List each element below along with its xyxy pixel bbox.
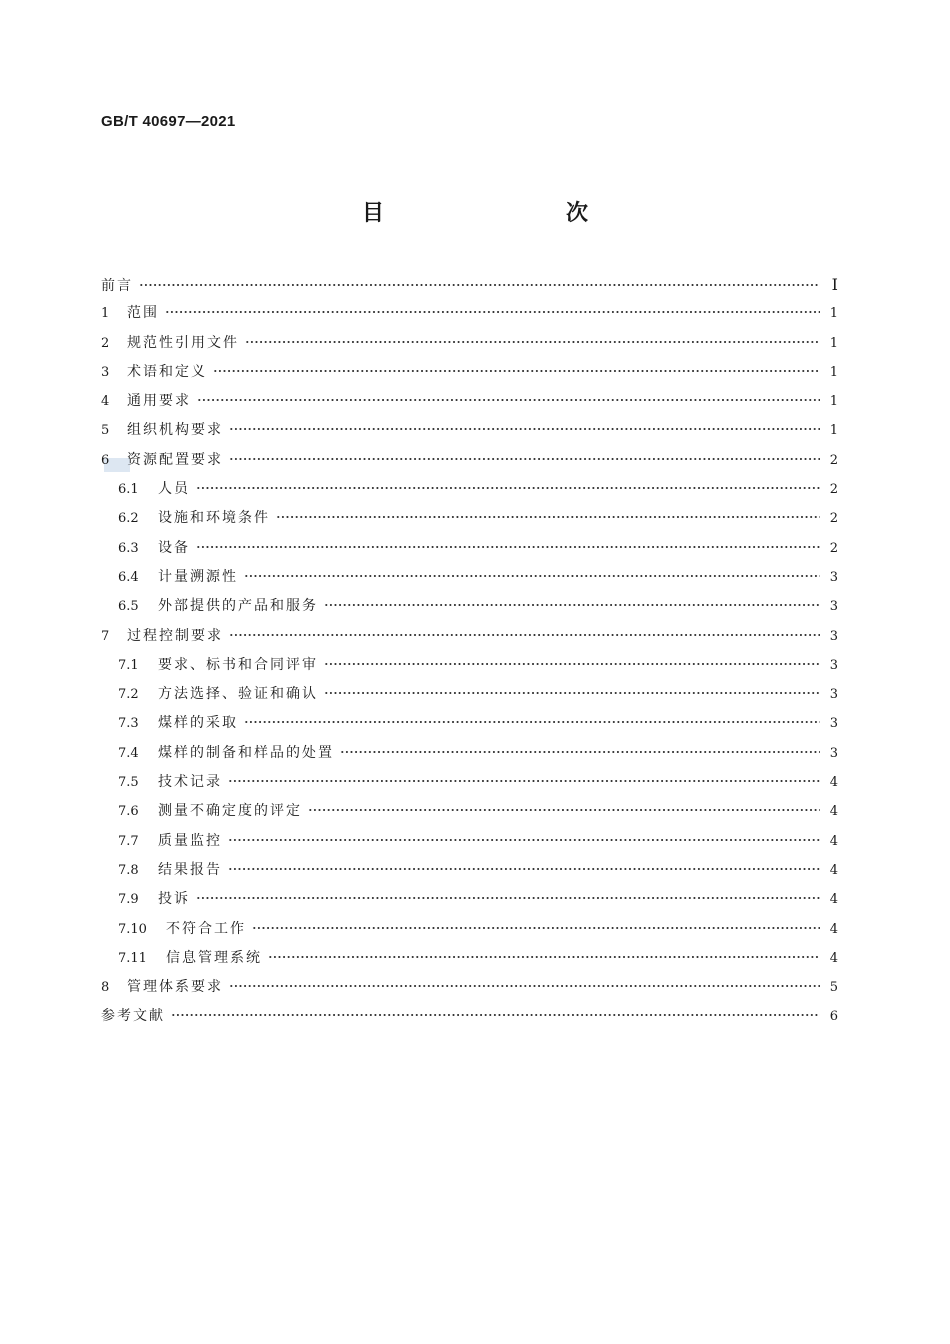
toc-entry[interactable]	[101, 944, 838, 973]
toc-entry-label: 计量溯源性	[158, 568, 238, 585]
toc-entry-page: 2	[829, 482, 838, 498]
toc-entry[interactable]	[101, 973, 838, 1002]
toc-entry-page: 3	[829, 628, 838, 644]
toc-entry-page: 4	[829, 862, 838, 878]
toc-entry-page: 1	[829, 335, 838, 351]
toc-entry[interactable]	[101, 797, 838, 826]
dot-leader	[324, 663, 820, 665]
toc-entry-page: 1	[829, 306, 838, 322]
toc-entry-number: 7.4	[118, 745, 139, 761]
dot-leader	[324, 604, 820, 606]
toc-entry-label: 前言	[101, 278, 133, 294]
dot-leader	[171, 1014, 820, 1016]
toc-entry[interactable]	[101, 358, 838, 387]
toc-entry-page: 3	[829, 569, 838, 585]
toc-entry[interactable]	[101, 504, 838, 533]
dot-leader	[244, 721, 820, 723]
toc-entry[interactable]	[101, 680, 838, 709]
page-title: 目 次	[361, 201, 634, 226]
toc-entry-number: 7.1	[118, 657, 139, 673]
toc-entry-page: 5	[829, 980, 838, 996]
toc-entry-page: 4	[829, 775, 838, 791]
toc-entry-page: 1	[829, 364, 838, 380]
toc-entry-number: 7	[101, 628, 110, 644]
toc-entry-label: 设备	[158, 539, 190, 556]
toc-entry-number: 7.6	[118, 804, 139, 820]
toc-entry-label: 通用要求	[127, 393, 191, 410]
toc-entry-number: 6.2	[118, 511, 139, 527]
toc-entry-label: 范围	[127, 305, 159, 322]
toc-entry-number: 7.10	[118, 921, 147, 937]
toc-entry-page: 2	[829, 452, 838, 468]
toc-entry-page: 3	[829, 687, 838, 703]
toc-entry-page: 4	[829, 892, 838, 908]
toc-entry-page: 3	[829, 745, 838, 761]
toc-entry-number: 2	[101, 335, 110, 351]
dot-leader	[197, 399, 820, 401]
toc-entry-number: 5	[101, 423, 110, 439]
toc-entry-number: 6.3	[118, 540, 139, 556]
standard-code: GB/T 40697—2021	[101, 113, 236, 130]
toc-entry[interactable]	[101, 1002, 838, 1031]
toc-entry-label: 方法选择、验证和确认	[158, 686, 318, 703]
toc-entry-number: 6.1	[118, 482, 139, 498]
toc-entry-label: 要求、标书和合同评审	[158, 656, 318, 673]
toc-entry-number: 6	[101, 452, 110, 468]
toc-entry-page: 2	[829, 511, 838, 527]
toc-entry-label: 技术记录	[158, 774, 222, 791]
table-of-contents	[101, 270, 838, 1032]
toc-entry-number: 6.4	[118, 569, 139, 585]
toc-entry-page: 4	[829, 833, 838, 849]
dot-leader	[228, 780, 820, 782]
toc-entry-page: 4	[829, 950, 838, 966]
toc-entry-page: 4	[829, 804, 838, 820]
toc-entry[interactable]	[101, 856, 838, 885]
dot-leader	[228, 868, 820, 870]
toc-entry-number: 7.8	[118, 862, 139, 878]
toc-entry-label: 煤样的制备和样品的处置	[158, 744, 334, 761]
toc-entry-number: 7.11	[118, 950, 147, 966]
dot-leader	[252, 927, 820, 929]
toc-entry-page: 3	[829, 657, 838, 673]
toc-entry[interactable]	[101, 739, 838, 768]
dot-leader	[229, 985, 820, 987]
toc-entry[interactable]	[101, 534, 838, 563]
dot-leader	[229, 428, 820, 430]
toc-entry[interactable]	[101, 768, 838, 797]
dot-leader	[228, 839, 820, 841]
dot-leader	[196, 897, 820, 899]
toc-entry-number: 4	[101, 394, 110, 410]
toc-entry-number: 7.5	[118, 775, 139, 791]
toc-entry-label: 组织机构要求	[127, 422, 223, 439]
dot-leader	[245, 341, 820, 343]
toc-entry-label: 设施和环境条件	[158, 510, 270, 527]
toc-entry-page: 2	[829, 540, 838, 556]
toc-entry-label: 人员	[158, 481, 190, 498]
toc-entry-number: 7.7	[118, 833, 139, 849]
toc-entry[interactable]	[101, 475, 838, 504]
dot-leader	[276, 516, 820, 518]
toc-entry[interactable]	[101, 827, 838, 856]
dot-leader	[324, 692, 820, 694]
toc-entry-label: 术语和定义	[127, 363, 207, 380]
dot-leader	[268, 956, 820, 958]
toc-entry-page: 6	[829, 1009, 838, 1025]
dot-leader	[213, 370, 820, 372]
dot-leader	[229, 458, 820, 460]
toc-entry-number: 7.3	[118, 716, 139, 732]
toc-entry-page: 3	[829, 599, 838, 615]
dot-leader	[139, 284, 820, 286]
toc-entry[interactable]	[101, 563, 838, 592]
dot-leader	[165, 311, 820, 313]
toc-entry[interactable]	[101, 915, 838, 944]
dot-leader	[196, 487, 820, 489]
toc-entry-label: 外部提供的产品和服务	[158, 598, 318, 615]
toc-entry-page: 1	[829, 394, 838, 410]
toc-entry-label: 不符合工作	[166, 920, 246, 937]
toc-entry-label: 投诉	[158, 891, 190, 908]
toc-entry-label: 规范性引用文件	[127, 334, 239, 351]
toc-entry-number: 8	[101, 980, 110, 996]
toc-entry-page: Ⅰ	[831, 275, 838, 294]
toc-entry-page: 3	[829, 716, 838, 732]
toc-entry-label: 煤样的采取	[158, 715, 238, 732]
toc-entry-number: 7.9	[118, 892, 139, 908]
toc-entry-number: 3	[101, 364, 110, 380]
toc-entry[interactable]	[101, 270, 838, 299]
toc-entry-label: 测量不确定度的评定	[158, 803, 302, 820]
toc-entry[interactable]	[101, 387, 838, 416]
toc-entry[interactable]	[101, 416, 838, 445]
toc-entry-label: 过程控制要求	[127, 627, 223, 644]
toc-entry[interactable]	[101, 651, 838, 680]
toc-entry-label: 参考文献	[101, 1008, 165, 1025]
dot-leader	[340, 751, 820, 753]
dot-leader	[244, 575, 820, 577]
toc-entry-label: 管理体系要求	[127, 979, 223, 996]
dot-leader	[196, 546, 820, 548]
toc-entry-number: 1	[101, 306, 110, 322]
toc-entry-label: 资源配置要求	[127, 451, 223, 468]
toc-entry[interactable]	[101, 622, 838, 651]
toc-entry-label: 信息管理系统	[166, 949, 262, 966]
toc-entry[interactable]	[101, 299, 838, 328]
toc-entry[interactable]	[101, 885, 838, 914]
toc-entry-page: 4	[829, 921, 838, 937]
toc-entry[interactable]	[101, 329, 838, 358]
toc-entry[interactable]	[101, 709, 838, 738]
toc-entry-label: 质量监控	[158, 832, 222, 849]
dot-leader	[308, 809, 820, 811]
toc-entry-number: 7.2	[118, 687, 139, 703]
toc-entry[interactable]	[101, 592, 838, 621]
toc-entry[interactable]	[101, 446, 838, 475]
toc-entry-label: 结果报告	[158, 861, 222, 878]
toc-entry-page: 1	[829, 423, 838, 439]
toc-entry-number: 6.5	[118, 599, 139, 615]
dot-leader	[229, 634, 820, 636]
